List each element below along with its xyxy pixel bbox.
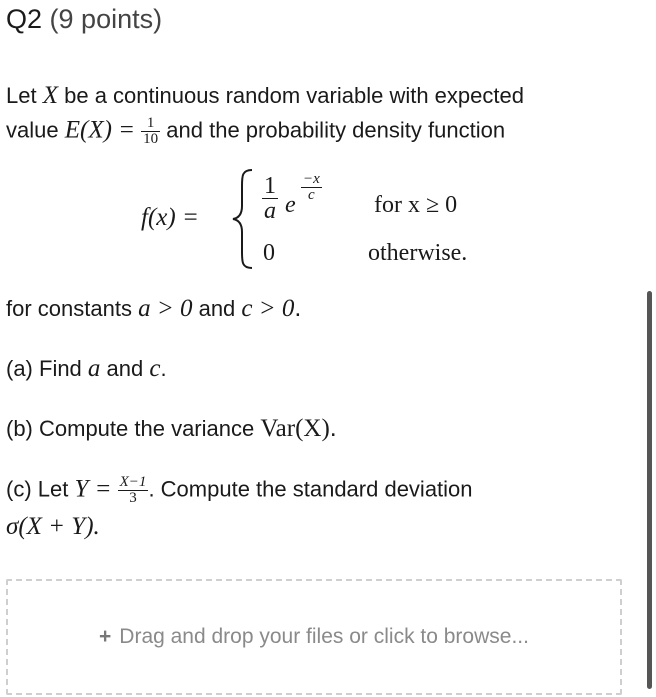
fraction-denominator: 3 xyxy=(118,490,149,506)
variable-x: X xyxy=(42,82,58,109)
part-a-text: (a) Find xyxy=(6,356,82,381)
intro-text: value xyxy=(6,117,59,143)
dropzone-label[interactable]: Drag and drop your files or click to browse... xyxy=(119,625,529,648)
period: . xyxy=(294,294,302,322)
fraction-numerator: 1 xyxy=(264,173,276,199)
constraint-a: a > 0 xyxy=(138,295,193,322)
pdf-lhs: f(x) = xyxy=(141,204,199,231)
constants-text: for constants xyxy=(6,296,132,321)
variable-c: c xyxy=(149,355,161,382)
y-definition: Y = xyxy=(74,475,112,503)
constants-text: and xyxy=(198,296,236,321)
part-b-text: (b) Compute the variance xyxy=(6,416,255,441)
variable-a: a xyxy=(87,355,101,382)
part-c-text: . Compute the standard deviation xyxy=(148,476,473,502)
pdf-case-2-condition: otherwise. xyxy=(368,240,468,266)
exponent xyxy=(301,172,322,203)
scrollbar[interactable] xyxy=(647,291,652,689)
part-b xyxy=(6,414,337,443)
question-number: Q2 xyxy=(6,4,43,34)
fraction-numerator: −x xyxy=(303,171,320,187)
pdf-case-2-value: 0 xyxy=(263,240,275,266)
part-c-text: (c) Let xyxy=(6,476,69,502)
intro-line-1 xyxy=(6,82,524,110)
question-title xyxy=(6,4,162,35)
intro-text: Let xyxy=(6,83,37,108)
period: . xyxy=(160,356,167,381)
fraction-numerator: X−1 xyxy=(119,474,147,490)
part-a-text: and xyxy=(106,356,144,381)
expected-value: E(X) = xyxy=(64,116,136,144)
exp-base: e xyxy=(285,192,296,218)
fraction-numerator: 1 xyxy=(146,115,155,131)
plus-icon: + xyxy=(99,625,112,648)
constants-line xyxy=(6,294,301,323)
left-brace-icon xyxy=(230,168,258,270)
part-a xyxy=(6,355,167,383)
intro-line-2 xyxy=(6,116,505,147)
fraction-denominator: a xyxy=(264,198,276,224)
dropzone-label-row[interactable] xyxy=(8,625,620,649)
constraint-c: c > 0 xyxy=(241,295,295,322)
period: . xyxy=(329,414,337,442)
intro-text: be a continuous random variable with expected xyxy=(64,83,524,108)
std-dev-expression: σ(X + Y). xyxy=(6,513,100,540)
fraction-denominator: c xyxy=(301,187,322,203)
y-fraction xyxy=(118,475,149,506)
pdf-case-1-condition: for x ≥ 0 xyxy=(374,192,458,218)
pdf-case-1-value xyxy=(262,174,278,223)
expected-value-fraction xyxy=(141,116,160,147)
question-points: (9 points) xyxy=(49,4,163,34)
one-over-a xyxy=(262,174,278,223)
file-dropzone[interactable] xyxy=(6,579,622,695)
part-c-line-1 xyxy=(6,475,473,506)
intro-text: and the probability density function xyxy=(166,117,506,143)
fraction-denominator: 10 xyxy=(143,131,159,147)
exponent-fraction xyxy=(301,172,322,203)
variance-expression: Var(X) xyxy=(260,415,330,442)
